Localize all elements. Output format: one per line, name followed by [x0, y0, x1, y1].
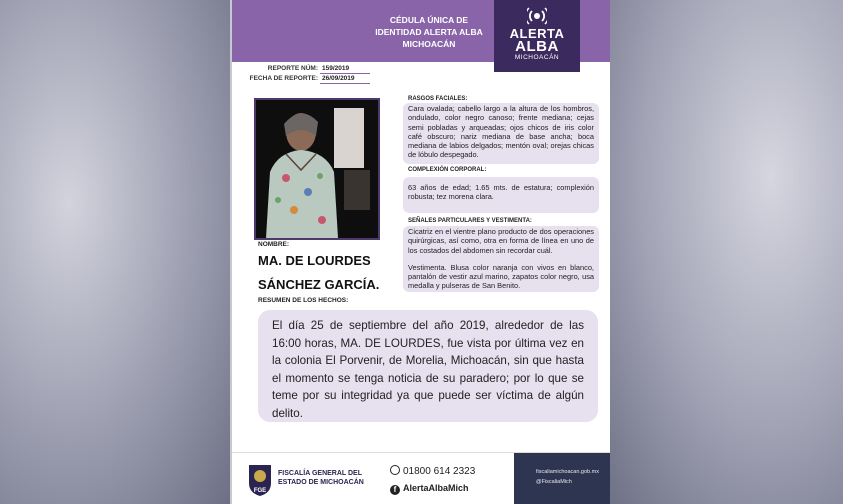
broadcast-icon	[527, 6, 547, 26]
phone-icon	[390, 465, 400, 475]
twitter-handle: @FiscaliaMich	[536, 479, 572, 485]
missing-person-poster	[232, 0, 610, 504]
body-complexion-text: 63 años de edad; 1.65 mts. de estatura; complexión robusta; tez morena clara.	[408, 183, 594, 202]
logo-alerta: ALERTA	[509, 26, 565, 41]
fge-name: FISCALÍA GENERAL DEL ESTADO DE MICHOACÁN	[278, 470, 364, 486]
summary-box	[258, 310, 598, 422]
fge-shield-icon	[246, 463, 274, 497]
logo-alba: ALBA	[515, 38, 559, 55]
fge-badge-text: FGE	[253, 488, 267, 494]
facial-features-label: RASGOS FACIALES:	[408, 96, 468, 102]
report-date-underline	[320, 83, 370, 84]
facebook-icon: f	[390, 485, 400, 495]
poster-footer	[232, 452, 610, 504]
body-complexion-label: COMPLEXIÓN CORPORAL:	[408, 167, 487, 173]
report-date: 26/09/2019	[322, 75, 355, 82]
summary-text: El día 25 de septiembre del año 2019, alrededor de las 16:00 horas, MA. DE LOURDES, fue vista por última vez en la colonia El Porvenir, de Morelia, Michoacán, sin que hasta el momento se tenga noticia de su paradero; por lo que se teme por su integridad ya que puede ser víctima de algún delito.	[272, 319, 584, 420]
report-number: 159/2019	[322, 65, 350, 72]
clothing-text: Vestimenta. Blusa color naranja con vivos en blanco, pantalón de vestir azul marino, zapatos color negro, usa medalla y pulseras de San Benito.	[408, 262, 594, 291]
person-name-last: SÁNCHEZ GARCÍA.	[258, 277, 380, 292]
marks-clothing-label: SEÑALES PARTICULARES Y VESTIMENTA:	[408, 218, 532, 224]
phone-number: 01800 614 2323	[390, 465, 475, 477]
header-title: CÉDULA ÚNICA DE IDENTIDAD ALERTA ALBA MICHOACÁN	[375, 15, 483, 49]
report-number-underline	[320, 73, 370, 74]
marks-text: Cicatriz en el vientre plano producto de dos operaciones quirúrgicas, así como, otra en forma de línea en uno de los costados del abdomen sin recordar cuál.	[408, 227, 594, 255]
summary-label: RESUMEN DE LOS HECHOS:	[258, 297, 349, 304]
facial-features-box	[403, 103, 599, 164]
logo-region: MICHOACÁN	[514, 54, 560, 61]
footer-contact-panel	[514, 453, 610, 504]
facial-features-text: Cara ovalada; cabello largo a la altura de los hombros, ondulado, color negro canoso; frente mediana; cejas semi pobladas y arqueadas; ojos chicos de iris color café obscuro; nariz mediana de base ancha; boca mediana de labios delgados; mentón oval; orejas chicas de lóbulo despegado.	[408, 104, 594, 160]
name-label: NOMBRE:	[258, 241, 290, 248]
alerta-alba-logo	[494, 0, 580, 72]
person-name-first: MA. DE LOURDES	[258, 253, 371, 268]
report-date-label: FECHA DE REPORTE:	[249, 75, 318, 82]
website-text: fiscaliamichoacan.gob.mx	[536, 469, 599, 475]
facebook-handle: f AlertaAlbaMich	[390, 483, 469, 495]
marks-clothing-box	[403, 226, 599, 292]
background-blur-right	[603, 0, 843, 504]
body-complexion-box	[403, 177, 599, 213]
background-blur-left	[0, 0, 230, 504]
person-photo	[254, 98, 380, 240]
report-number-label: REPORTE NÚM:	[267, 65, 318, 72]
